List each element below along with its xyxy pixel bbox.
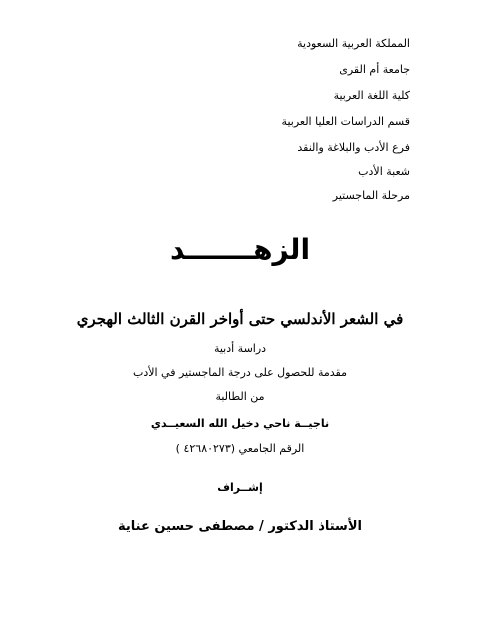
university-line: جامعة أم القرى xyxy=(339,63,410,76)
student-name: ناجيــة ناحي دخيل الله السعيــدي xyxy=(150,417,330,430)
branch-line: فرع الأدب والبلاغة والنقد xyxy=(297,141,410,154)
thesis-title: الزهـــــــد xyxy=(169,233,311,266)
division-line: شعبة الأدب xyxy=(358,165,410,178)
study-type: دراسة أدبية xyxy=(213,342,267,355)
country-line: المملكة العربية السعودية xyxy=(297,37,410,50)
supervisor-name: الأستاذ الدكتور / مصطفى حسين عناية xyxy=(118,519,362,534)
department-line: قسم الدراسات العليا العربية xyxy=(281,115,410,128)
college-line: كلية اللغة العربية xyxy=(333,89,410,102)
thesis-purpose: مقدمة للحصول على درجة الماجستير في الأدب xyxy=(132,366,348,379)
degree-stage-line: مرحلة الماجستير xyxy=(332,189,410,202)
by-label: من الطالبة xyxy=(215,390,265,403)
student-id: الرقم الجامعي (٤٢٦٨٠٢٧٣ ) xyxy=(175,442,305,455)
supervision-label: إشــراف xyxy=(217,481,263,494)
thesis-subtitle: في الشعر الأندلسي حتى أواخر القرن الثالث الهجري xyxy=(76,310,404,328)
